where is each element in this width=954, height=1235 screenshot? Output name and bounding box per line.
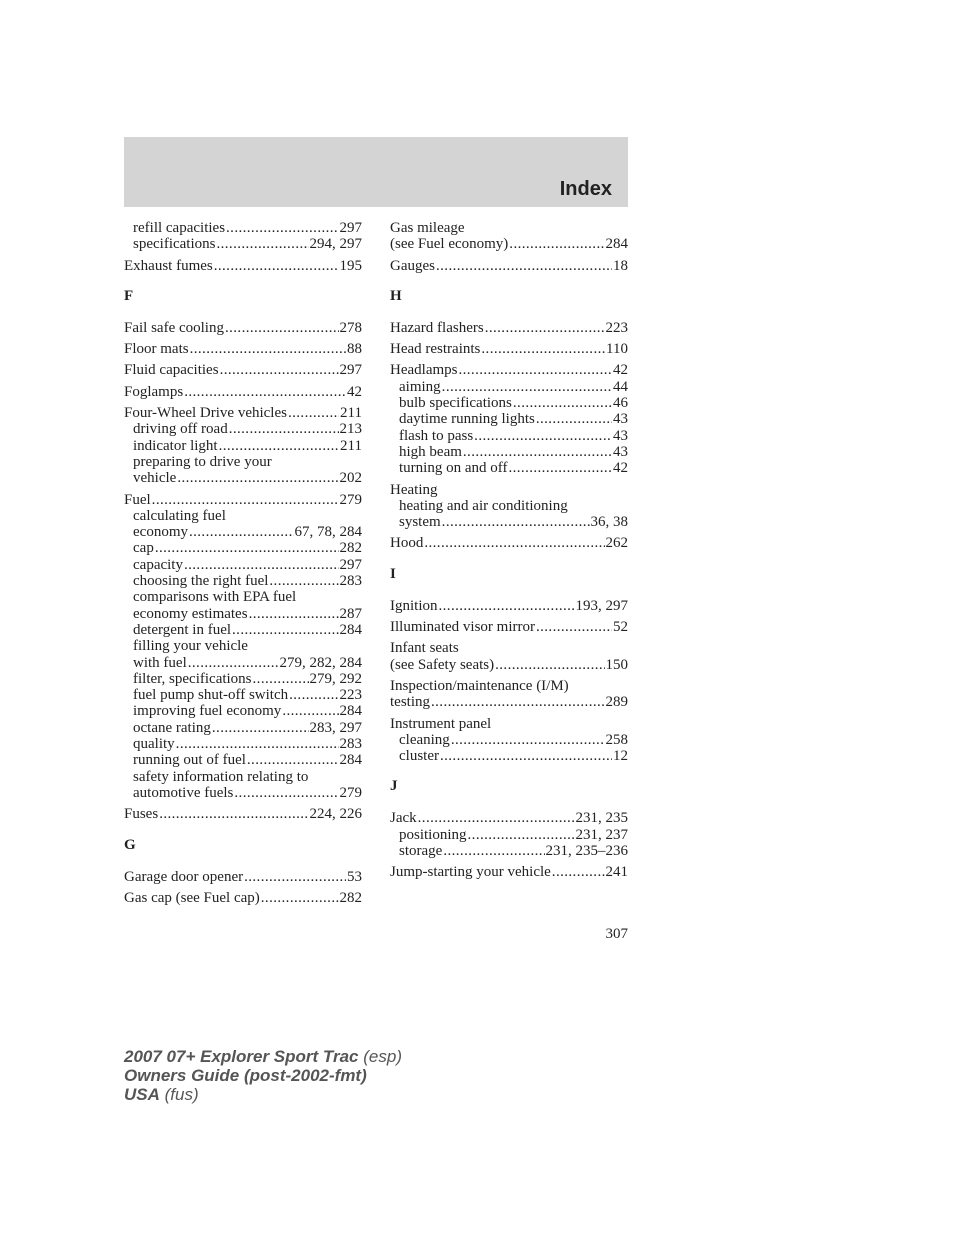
index-subentry-line (390, 827, 628, 843)
entry-text: Inspection/maintenance (I/M) (390, 677, 569, 694)
entry-text: filter, specifications (133, 670, 252, 687)
index-column-left (124, 220, 362, 911)
index-subentry-line (124, 524, 362, 540)
index-entry (390, 220, 628, 253)
index-subentry-line (124, 638, 362, 654)
entry-page-ref: 283 (339, 736, 362, 753)
entry-text: Instrument panel (390, 715, 492, 732)
entry-page-ref: 67, 78, 284 (294, 524, 362, 541)
index-subentry-line (124, 736, 362, 752)
entry-text: positioning (399, 826, 467, 843)
entry-text: Fluid capacities (124, 362, 219, 379)
index-subentry-line (124, 573, 362, 589)
entry-text: high beam (399, 443, 462, 460)
index-subentry-line (124, 606, 362, 622)
entry-page-ref: 44 (613, 378, 628, 395)
index-entry (390, 678, 628, 711)
entry-page-ref: 202 (339, 470, 362, 487)
index-entry-line (390, 236, 628, 252)
index-entry-line (390, 362, 628, 378)
index-subentry-line (390, 732, 628, 748)
entry-page-ref: 279, 292 (309, 670, 362, 687)
entry-text: detergent in fuel (133, 621, 232, 638)
entry-page-ref: 43 (613, 411, 628, 428)
index-entry-line (124, 362, 362, 378)
entry-text: (see Fuel economy) (390, 236, 509, 253)
index-subentry-line (124, 540, 362, 556)
index-entry-line (390, 678, 628, 694)
entry-text: daytime running lights (399, 411, 535, 428)
index-entry-line (390, 657, 628, 673)
index-entry (390, 320, 628, 336)
entry-text: refill capacities (133, 220, 226, 236)
leader-dots (176, 736, 339, 752)
page-number: 307 (605, 926, 628, 942)
entry-page-ref: 110 (606, 341, 628, 358)
index-entry-line (124, 258, 362, 274)
index-entry-line (124, 384, 362, 400)
leader-dots (431, 694, 605, 710)
entry-text: improving fuel economy (133, 703, 282, 720)
index-subentry-line (124, 220, 362, 236)
index-entry (390, 535, 628, 551)
entry-page-ref: 42 (613, 460, 628, 477)
header-bar (124, 137, 628, 207)
entry-text: turning on and off (399, 460, 508, 477)
index-entry-line (390, 864, 628, 880)
entry-text: Heating (390, 481, 438, 498)
entry-text: Gas cap (see Fuel cap) (124, 889, 260, 906)
index-subentry-line (390, 460, 628, 476)
leader-dots (253, 671, 309, 687)
entry-page-ref: 241 (605, 864, 628, 881)
entry-text: quality (133, 736, 175, 753)
entry-page-ref: 258 (605, 731, 628, 748)
leader-dots (234, 785, 338, 801)
entry-text: storage (399, 843, 443, 860)
entry-page-ref: 279, 282, 284 (279, 654, 362, 671)
entry-text: Garage door opener (124, 868, 244, 885)
leader-dots (536, 619, 612, 635)
index-entry (390, 864, 628, 880)
footer-model: 2007 07+ Explorer Sport Trac (124, 1047, 359, 1066)
entry-text: comparisons with EPA fuel (133, 589, 297, 606)
leader-dots (261, 890, 339, 906)
index-subentry-line (124, 655, 362, 671)
index-entry (390, 258, 628, 274)
entry-page-ref: 231, 237 (575, 826, 628, 843)
entry-page-ref: 43 (613, 443, 628, 460)
entry-text: Head restraints (390, 341, 481, 358)
entry-text: safety information relating to (133, 768, 309, 785)
footer-model-code: (esp) (363, 1047, 402, 1066)
leader-dots (495, 657, 604, 673)
leader-dots (282, 703, 338, 719)
index-subentry-line (390, 498, 628, 514)
index-entry-line (390, 258, 628, 274)
index-subentry-line (124, 236, 362, 252)
index-subentry-line (390, 843, 628, 859)
entry-text: with fuel (133, 654, 187, 671)
entry-text: Fuses (124, 806, 159, 823)
entry-text: Fail safe cooling (124, 319, 224, 336)
entry-page-ref: 46 (613, 395, 628, 412)
entry-text: flash to pass (399, 427, 474, 444)
leader-dots (190, 341, 346, 357)
footer-line-2 (124, 1066, 402, 1085)
entry-text: Exhaust fumes (124, 257, 213, 274)
index-entry-line (124, 806, 362, 822)
index-entry-line (390, 535, 628, 551)
index-entry (124, 806, 362, 822)
entry-text: Floor mats (124, 341, 189, 358)
entry-page-ref: 282 (339, 889, 362, 906)
index-entry-line (390, 341, 628, 357)
index-subentry-line (390, 444, 628, 460)
leader-dots (509, 236, 604, 252)
leader-dots (216, 236, 308, 252)
index-entry (124, 405, 362, 486)
leader-dots (177, 470, 338, 486)
index-column-right (390, 220, 628, 886)
index-entry (390, 482, 628, 531)
entry-text: filling your vehicle (133, 638, 248, 655)
entry-page-ref: 150 (605, 656, 628, 673)
entry-text: Infant seats (390, 640, 459, 657)
entry-text: testing (390, 694, 430, 711)
index-entry-line (124, 341, 362, 357)
leader-dots (439, 598, 575, 614)
section-letter: H (390, 287, 402, 304)
index-subentry-line (124, 421, 362, 437)
index-entry (390, 619, 628, 635)
entry-page-ref: 278 (339, 319, 362, 336)
entry-text: economy estimates (133, 605, 248, 622)
entry-page-ref: 231, 235 (575, 810, 628, 827)
leader-dots (220, 362, 339, 378)
leader-dots (451, 732, 605, 748)
index-subentry-line (390, 748, 628, 764)
entry-page-ref: 211 (340, 437, 362, 454)
entry-page-ref: 284 (339, 703, 362, 720)
entry-page-ref: 211 (340, 405, 362, 422)
entry-page-ref: 12 (613, 748, 628, 765)
entry-page-ref: 282 (339, 540, 362, 557)
index-entry (124, 869, 362, 885)
entry-page-ref: 262 (605, 535, 628, 552)
index-entry (124, 890, 362, 906)
footer-line-3 (124, 1085, 402, 1104)
leader-dots (442, 514, 590, 530)
entry-page-ref: 223 (605, 319, 628, 336)
leader-dots (225, 320, 339, 336)
entry-text: vehicle (133, 470, 177, 487)
entry-page-ref: 52 (613, 619, 628, 636)
entry-page-ref: 213 (339, 421, 362, 438)
entry-page-ref: 42 (613, 362, 628, 379)
leader-dots (152, 492, 339, 508)
entry-page-ref: 88 (347, 341, 362, 358)
entry-text: Illuminated visor mirror (390, 619, 535, 636)
index-entry (390, 640, 628, 673)
entry-text: Gauges (390, 257, 435, 274)
index-entry (390, 716, 628, 765)
leader-dots (288, 405, 339, 421)
entry-page-ref: 18 (613, 257, 628, 274)
entry-text: Foglamps (124, 383, 184, 400)
leader-dots (184, 384, 346, 400)
index-entry-line (390, 716, 628, 732)
index-subentry-line (390, 411, 628, 427)
entry-page-ref: 231, 235–236 (545, 843, 628, 860)
leader-dots (536, 411, 612, 427)
entry-text: choosing the right fuel (133, 573, 269, 590)
leader-dots (249, 606, 339, 622)
leader-dots (481, 341, 605, 357)
index-subentry-line (124, 557, 362, 573)
index-entry-line (390, 598, 628, 614)
entry-text: Ignition (390, 597, 438, 614)
index-entry-line (390, 619, 628, 635)
entry-page-ref: 297 (339, 220, 362, 236)
section-letter: F (124, 287, 134, 304)
leader-dots (244, 869, 346, 885)
entry-text: (see Safety seats) (390, 656, 495, 673)
entry-page-ref: 297 (339, 556, 362, 573)
leader-dots (247, 752, 339, 768)
entry-text: Fuel (124, 491, 151, 508)
index-subentry-line (124, 769, 362, 785)
entry-text: driving off road (133, 421, 228, 438)
index-entry (390, 810, 628, 859)
leader-dots (474, 428, 612, 444)
entry-page-ref: 195 (339, 257, 362, 274)
page-title: Index (559, 178, 612, 200)
index-subentry-line (124, 720, 362, 736)
index-entry-line (390, 220, 628, 236)
index-subentry-line (124, 687, 362, 703)
index-entry (124, 362, 362, 378)
entry-text: heating and air conditioning (399, 497, 568, 514)
index-entry-line (390, 810, 628, 826)
leader-dots (269, 573, 338, 589)
entry-page-ref: 279 (339, 491, 362, 508)
leader-dots (212, 720, 309, 736)
index-entry-line (124, 320, 362, 336)
leader-dots (418, 810, 575, 826)
entry-text: Four-Wheel Drive vehicles (124, 405, 287, 422)
entry-page-ref: 53 (347, 868, 362, 885)
index-entry-line (124, 492, 362, 508)
entry-text: aiming (399, 378, 441, 395)
index-entry-line (124, 869, 362, 885)
entry-text: octane rating (133, 719, 211, 736)
index-subentry-line (390, 395, 628, 411)
index-subentry-line (124, 703, 362, 719)
entry-page-ref: 36, 38 (590, 514, 628, 531)
index-entry (390, 598, 628, 614)
entry-text: Jump-starting your vehicle (390, 864, 551, 881)
leader-dots (443, 843, 544, 859)
index-subentry-line (390, 428, 628, 444)
section-letter: I (390, 565, 396, 582)
section-letter: J (390, 778, 398, 795)
index-entry (124, 341, 362, 357)
index-subentry-line (124, 589, 362, 605)
entry-page-ref: 43 (613, 427, 628, 444)
leader-dots (226, 220, 338, 236)
entry-page-ref: 284 (339, 752, 362, 769)
leader-dots (458, 362, 612, 378)
entry-text: Hood (390, 535, 424, 552)
entry-page-ref: 294, 297 (309, 236, 362, 253)
index-subentry-line (390, 514, 628, 530)
entry-text: automotive fuels (133, 784, 234, 801)
leader-dots (155, 540, 339, 556)
footer-market-code: (fus) (164, 1085, 199, 1104)
entry-text: cleaning (399, 731, 450, 748)
footer-guide: Owners Guide (post-2002-fmt) (124, 1066, 367, 1085)
index-subentry-line (124, 470, 362, 486)
index-subentry-line (124, 454, 362, 470)
leader-dots (442, 379, 612, 395)
entry-page-ref: 223 (339, 687, 362, 704)
index-entry (124, 492, 362, 802)
entry-page-ref: 42 (347, 383, 362, 400)
index-entry (124, 220, 362, 253)
index-subentry-line (124, 438, 362, 454)
leader-dots (463, 444, 612, 460)
entry-page-ref: 283 (339, 573, 362, 590)
index-entry-line (390, 640, 628, 656)
document-footer (124, 1047, 402, 1104)
index-subentry-line (124, 622, 362, 638)
leader-dots (440, 748, 612, 764)
entry-text: running out of fuel (133, 752, 246, 769)
leader-dots (485, 320, 605, 336)
leader-dots (214, 258, 339, 274)
leader-dots (229, 421, 339, 437)
entry-page-ref: 284 (339, 621, 362, 638)
entry-page-ref: 224, 226 (309, 806, 362, 823)
entry-text: economy (133, 524, 188, 541)
leader-dots (184, 557, 339, 573)
entry-page-ref: 289 (605, 694, 628, 711)
entry-text: indicator light (133, 437, 218, 454)
entry-text: cap (133, 540, 154, 557)
entry-page-ref: 284 (605, 236, 628, 253)
entry-text: Gas mileage (390, 220, 465, 236)
leader-dots (513, 395, 612, 411)
index-entry (390, 362, 628, 476)
leader-dots (219, 438, 339, 454)
footer-line-1 (124, 1047, 402, 1066)
leader-dots (232, 622, 338, 638)
index-entry (124, 258, 362, 274)
index-subentry-line (124, 752, 362, 768)
leader-dots (436, 258, 612, 274)
leader-dots (424, 535, 604, 551)
index-subentry-line (124, 671, 362, 687)
leader-dots (188, 655, 279, 671)
index-subentry-line (124, 508, 362, 524)
leader-dots (468, 827, 575, 843)
leader-dots (189, 524, 294, 540)
index-entry-line (390, 482, 628, 498)
entry-text: specifications (133, 236, 216, 253)
entry-page-ref: 193, 297 (575, 597, 628, 614)
index-entry-line (124, 405, 362, 421)
leader-dots (508, 460, 612, 476)
entry-text: capacity (133, 556, 183, 573)
entry-text: bulb specifications (399, 395, 512, 412)
entry-text: Hazard flashers (390, 319, 484, 336)
entry-text: Jack (390, 810, 417, 827)
entry-page-ref: 283, 297 (309, 719, 362, 736)
leader-dots (159, 806, 308, 822)
index-entry-line (390, 694, 628, 710)
leader-dots (552, 864, 605, 880)
index-entry-line (124, 890, 362, 906)
index-entry (124, 384, 362, 400)
index-entry-line (390, 320, 628, 336)
entry-text: calculating fuel (133, 507, 226, 524)
entry-page-ref: 287 (339, 605, 362, 622)
entry-text: cluster (399, 748, 439, 765)
entry-text: Headlamps (390, 362, 458, 379)
section-letter: G (124, 836, 136, 853)
footer-market: USA (124, 1085, 160, 1104)
entry-text: fuel pump shut-off switch (133, 687, 289, 704)
index-entry (390, 341, 628, 357)
entry-text: preparing to drive your (133, 453, 272, 470)
index-subentry-line (124, 785, 362, 801)
index-entry (124, 320, 362, 336)
entry-page-ref: 279 (339, 784, 362, 801)
index-subentry-line (390, 379, 628, 395)
entry-page-ref: 297 (339, 362, 362, 379)
entry-text: system (399, 514, 441, 531)
leader-dots (289, 687, 338, 703)
